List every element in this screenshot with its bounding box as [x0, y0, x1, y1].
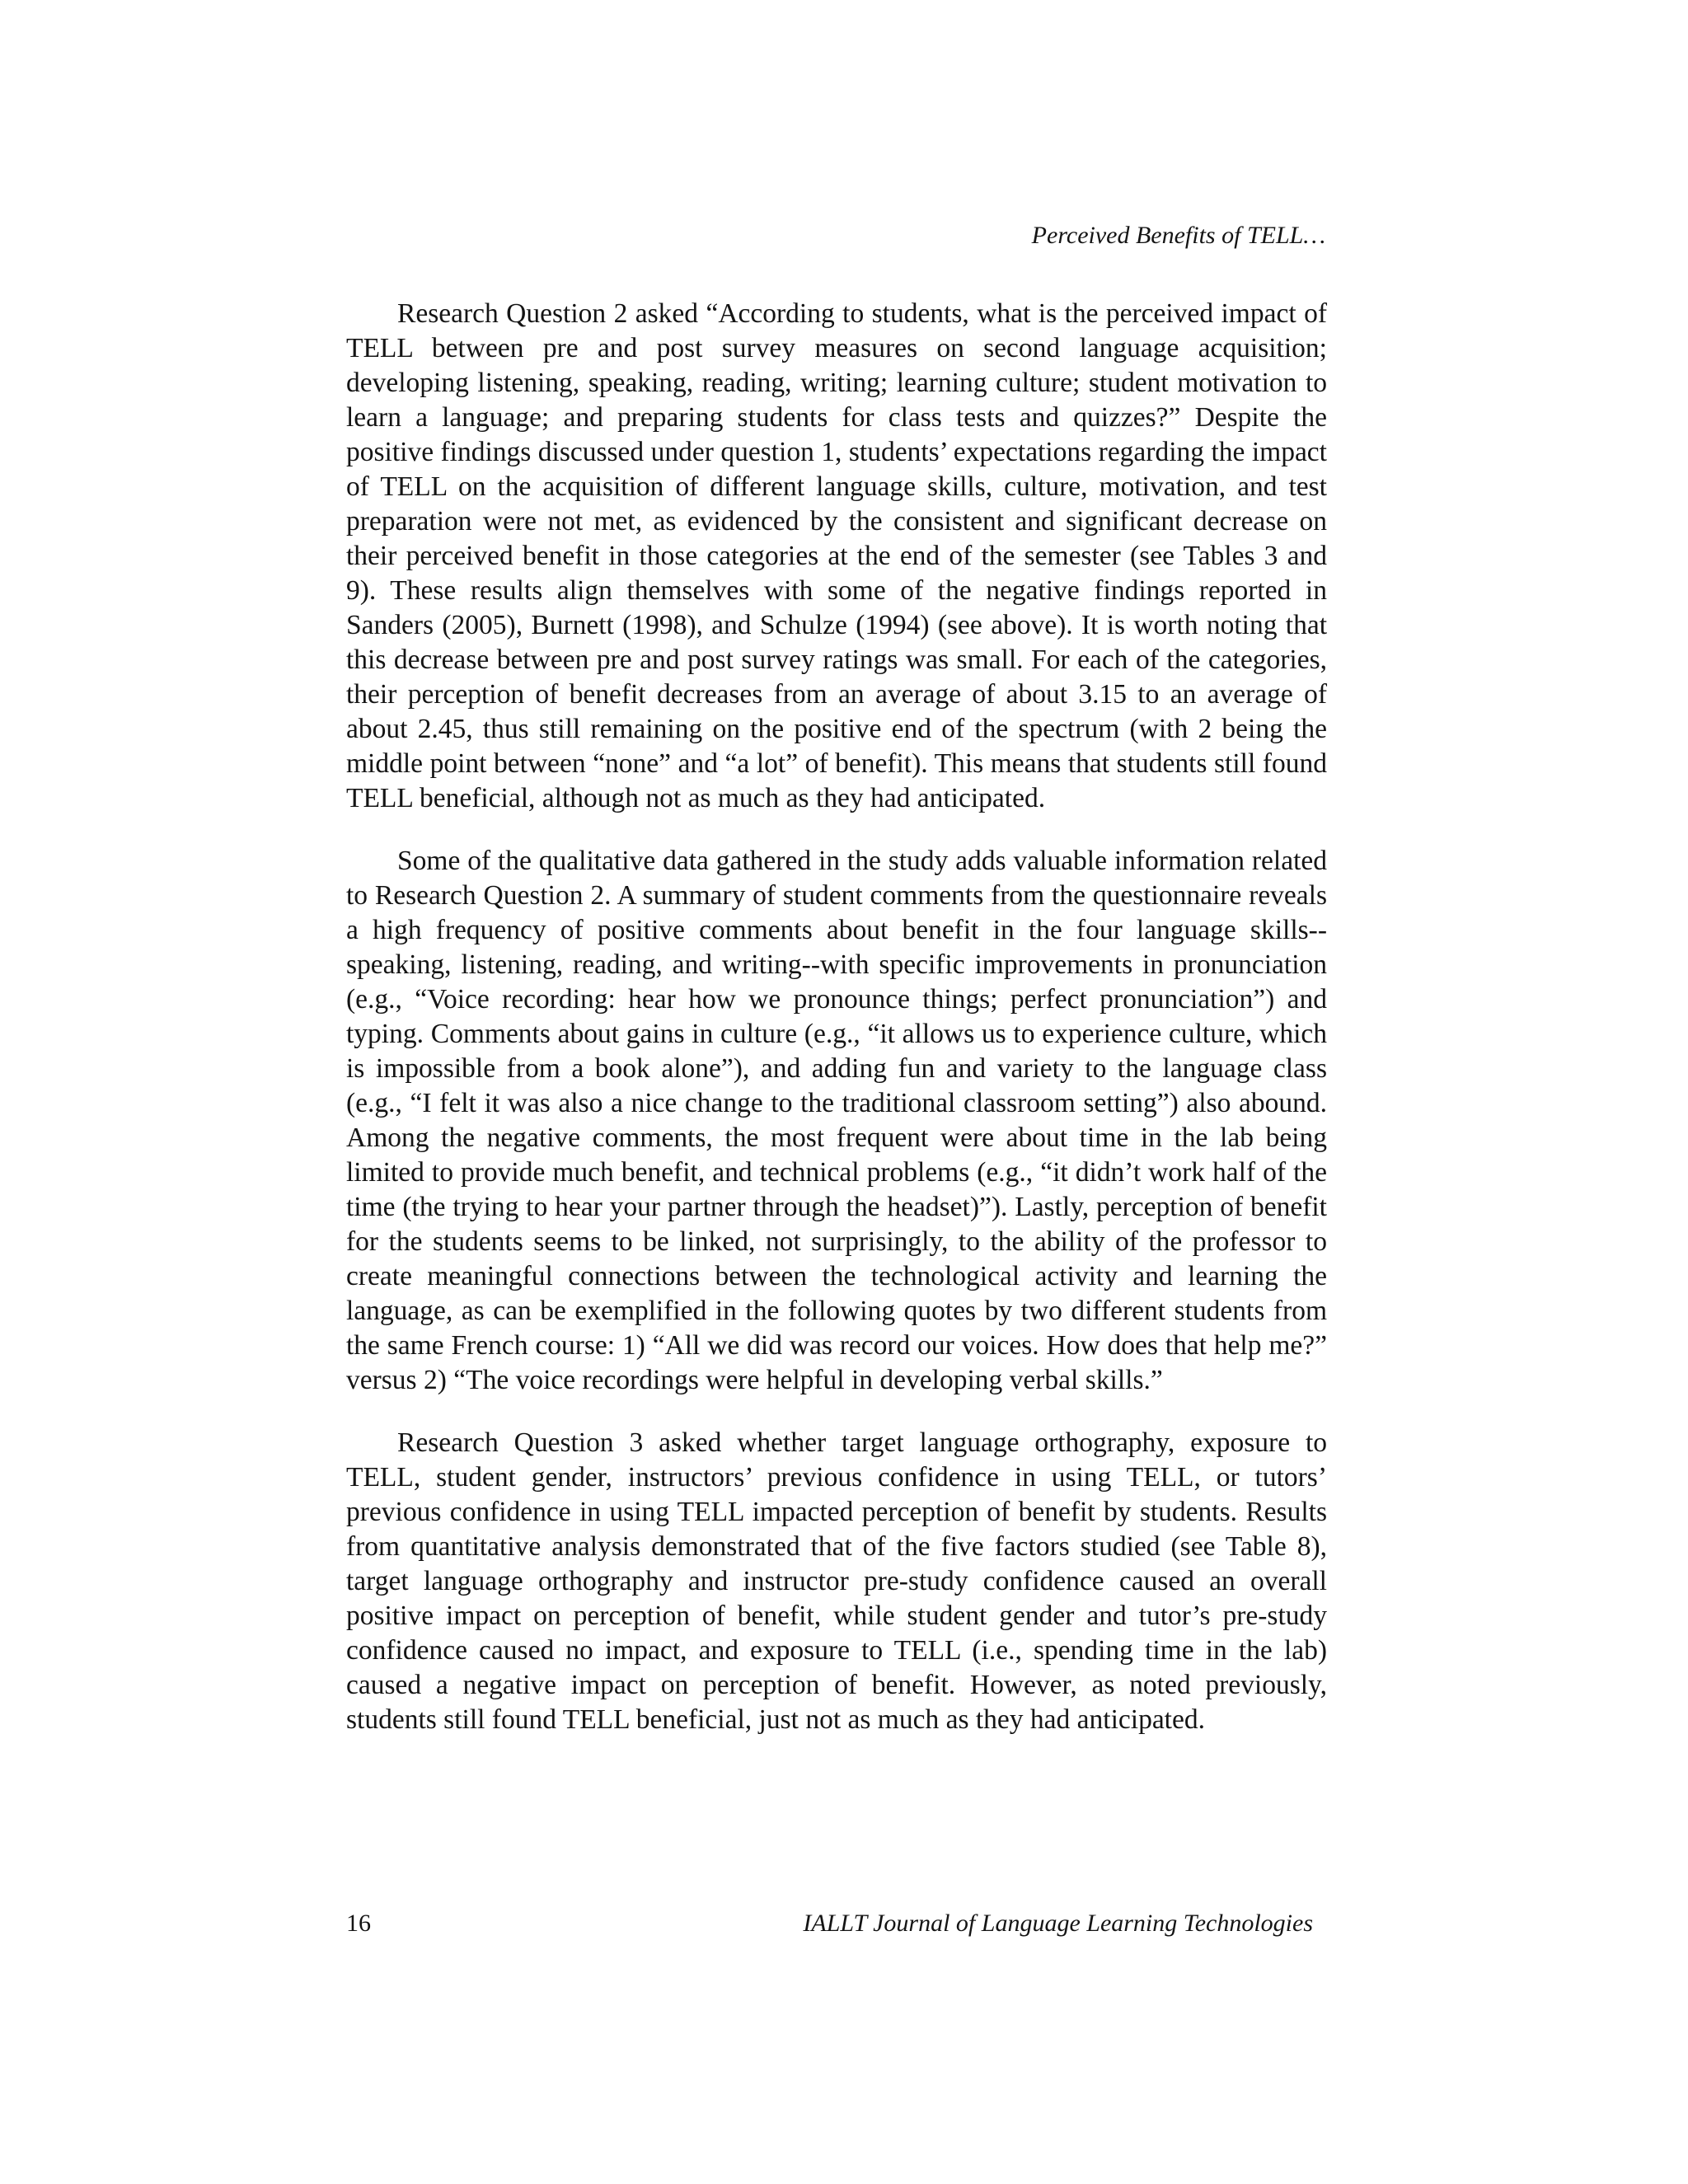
paragraph-qualitative-data: Some of the qualitative data gathered in the study adds valuable information related to Research Question 2. A summary of student comments from the questionnaire reveals a high frequency of positive comments about benefit in the four language skills-- speaking, listening, reading, and writing--with specific improvements in pronunciation (e.g., “Voice recording: hear how we pronounce things; perfect pronunciation”) and typing. Comments about gains in culture (e.g., “it allows us to experience culture, which is impossible from a book alone”), and adding fun and variety to the language class (e.g., “I felt it was also a nice change to the traditional classroom setting”) also abound. Among the negative comments, the most frequent were about time in the lab being limited to provide much benefit, and technical problems (e.g., “it didn’t work half of the time (the trying to hear your partner through the headset)”). Lastly, perception of benefit for the students seems to be linked, not surprisingly, to the ability of the professor to create meaningful connections between the technological activity and learning the language, as can be exemplified in the following quotes by two different students from the same French course: 1) “All we did was record our voices. How does that help me?” versus 2) “The voice recordings were helpful in developing verbal skills.” — [346, 846, 1327, 1395]
running-head: Perceived Benefits of TELL… — [1031, 222, 1325, 249]
page-number: 16 — [346, 1910, 371, 1937]
article-body — [346, 297, 1327, 1765]
journal-title: IALLT Journal of Language Learning Technologies — [803, 1910, 1313, 1937]
paragraph-research-question-3: Research Question 3 asked whether target language orthography, exposure to TELL, student gender, instructors’ previous confidence in using TELL, or tutors’ previous confidence in using TELL impacted perception of benefit by students. Results from quantitative analysis demonstrated that of the five factors studied (see Table 8), target language orthography and instructor pre-study confidence caused an overall positive impact on perception of benefit, while student gender and tutor’s pre-study confidence caused no impact, and exposure to TELL (i.e., spending time in the lab) caused a negative impact on perception of benefit. However, as noted previously, students still found TELL beneficial, just not as much as they had anticipated. — [346, 1427, 1327, 1735]
paragraph-research-question-2: Research Question 2 asked “According to students, what is the perceived impact of TELL between pre and post survey measures on second language acquisition; developing listening, speaking, reading, writing; learning culture; student motivation to learn a language; and preparing students for class tests and quizzes?” Despite the positive findings discussed under question 1, students’ expectations regarding the impact of TELL on the acquisition of different language skills, culture, motivation, and test preparation were not met, as evidenced by the consistent and significant decrease on their perceived benefit in those categories at the end of the semester (see Tables 3 and 9). These results align themselves with some of the negative findings reported in Sanders (2005), Burnett (1998), and Schulze (1994) (see above). It is worth noting that this decrease between pre and post survey ratings was small. For each of the categories, their perception of benefit decreases from an average of about 3.15 to an average of about 2.45, thus still remaining on the positive end of the spectrum (with 2 being the middle point between “none” and “a lot” of benefit). This means that students still found TELL beneficial, although not as much as they had anticipated. — [346, 298, 1327, 813]
